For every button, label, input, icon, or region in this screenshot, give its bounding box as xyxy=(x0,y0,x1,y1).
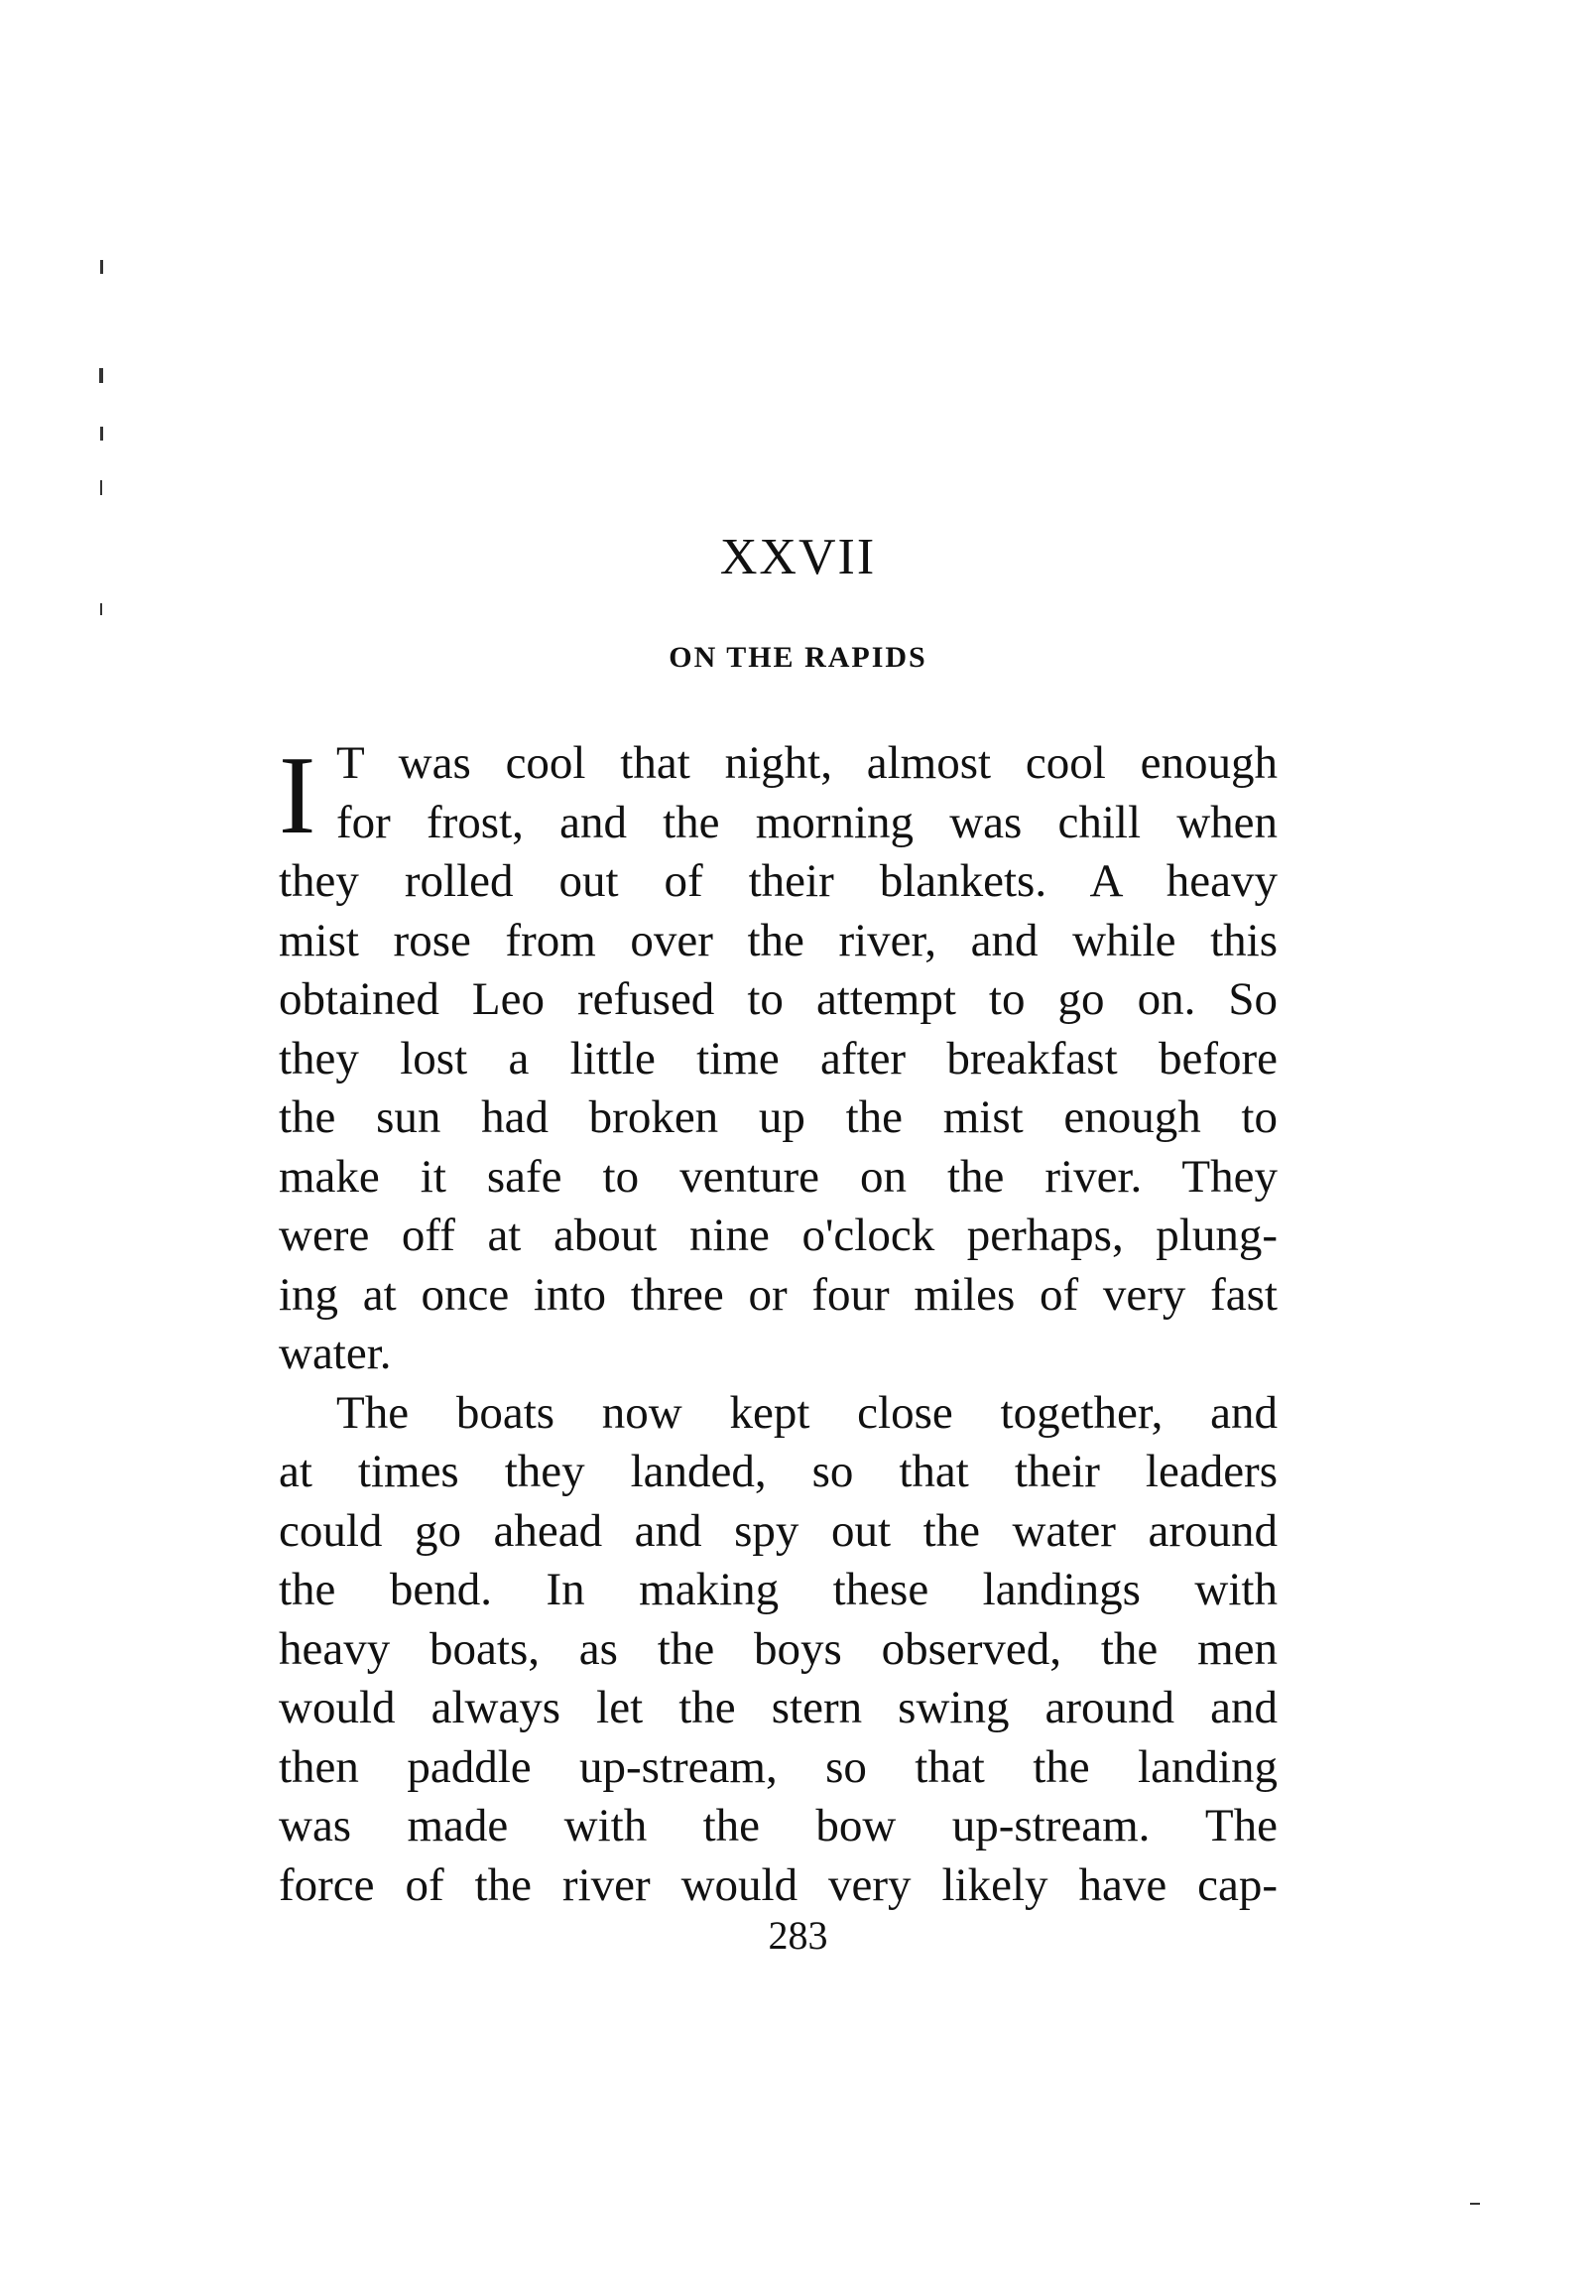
scan-mark xyxy=(99,368,103,383)
text-line: were off at about nine o'clock perhaps, plung- xyxy=(279,1210,1278,1261)
text-line: was made with the bow up-stream. The xyxy=(279,1800,1278,1851)
text-line: could go ahead and spy out the water around xyxy=(279,1504,1278,1557)
drop-cap: I xyxy=(279,734,316,857)
body-text xyxy=(279,734,1278,1915)
text-line: mist rose from over the river, and while this xyxy=(279,914,1278,966)
text-line: they lost a little time after breakfast before xyxy=(279,1032,1278,1084)
text-line: the sun had broken up the mist enough to xyxy=(279,1091,1278,1143)
text-line: The boats now kept close together, and xyxy=(336,1386,1278,1439)
text-line: the bend. In making these landings with xyxy=(279,1564,1278,1615)
chapter-title: ON THE RAPIDS xyxy=(669,641,927,674)
text-line: T was cool that night, almost cool enough xyxy=(336,737,1278,789)
paragraph-2 xyxy=(279,1384,1278,1916)
scan-mark xyxy=(1470,2203,1480,2205)
scan-mark xyxy=(100,603,102,615)
scan-mark xyxy=(100,427,103,441)
text-line: obtained Leo refused to attempt to go on. So xyxy=(279,973,1278,1025)
text-line: force of the river would very likely have cap- xyxy=(279,1858,1278,1911)
paragraph-1 xyxy=(279,734,1278,1384)
text-line: ing at once into three or four miles of very fast xyxy=(279,1268,1278,1321)
text-line: at times they landed, so that their leaders xyxy=(279,1446,1278,1497)
text-line: for frost, and the morning was chill when xyxy=(336,796,1278,848)
scan-mark xyxy=(100,260,103,274)
scan-mark xyxy=(100,480,102,495)
text-line: they rolled out of their blankets. A heavy xyxy=(279,855,1278,907)
page-number: 283 xyxy=(768,1913,828,1958)
chapter-number: XXVII xyxy=(719,529,877,585)
text-line: water. xyxy=(279,1328,392,1379)
text-line: heavy boats, as the boys observed, the men xyxy=(279,1622,1278,1675)
text-line: would always let the stern swing around and xyxy=(279,1682,1278,1733)
text-line: make it safe to venture on the river. They xyxy=(279,1150,1278,1203)
text-line: then paddle up-stream, so that the landing xyxy=(279,1740,1278,1793)
